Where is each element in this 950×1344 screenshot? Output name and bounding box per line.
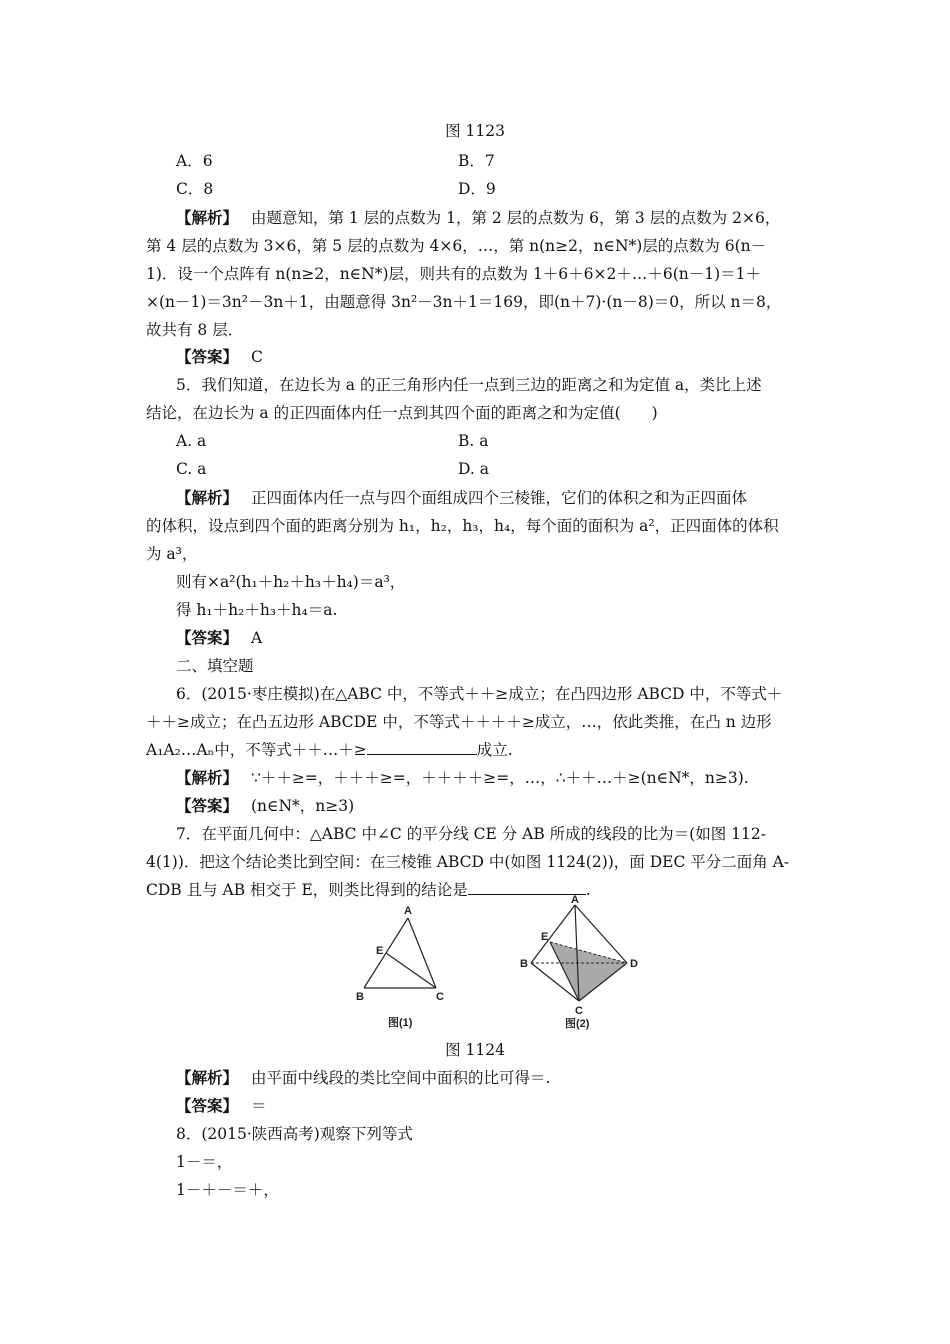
- q4-option-c: C．8: [176, 180, 214, 198]
- analysis-text: ∵＋＋≥=，＋＋＋≥=，＋＋＋＋≥=，…，∴＋＋…＋≥(n∈N*，n≥3).: [250, 769, 749, 787]
- answer-value: (n∈N*，n≥3): [250, 797, 355, 815]
- q4-option-d: D．9: [458, 180, 496, 198]
- q5-option-d: D. a: [458, 460, 489, 478]
- q7-answer: [176, 1095, 841, 1117]
- analysis-text: 正四面体内任一点与四个面组成四个三棱锥，它们的体积之和为正四面体: [250, 489, 747, 507]
- figure-caption-1124: 图 1124: [445, 1041, 505, 1059]
- q6-stem-line-1: 6．(2015·枣庄模拟)在△ABC 中，不等式＋＋≥成立；在凸四边形 ABCD 中，不等式＋: [176, 685, 783, 703]
- figure-1-caption: 图(1): [388, 1017, 413, 1029]
- q5-answer: [176, 627, 841, 649]
- answer-tag: 【答案】: [176, 1096, 239, 1115]
- q6-stem-tail: 成立.: [476, 741, 513, 759]
- q4-answer: [176, 346, 841, 368]
- answer-value: A: [250, 629, 263, 647]
- label-c: C: [436, 991, 444, 1003]
- figure-2-caption: 图(2): [565, 1018, 590, 1030]
- q7-analysis: [176, 1067, 841, 1089]
- q5-stem-line-2: 结论，在边长为 a 的正四面体内任一点到其四个面的距离之和为定值( ): [146, 404, 658, 422]
- q5-stem-line-1: 5．我们知道，在边长为 a 的正三角形内任一点到三边的距离之和为定值 a，类比上述: [176, 376, 762, 394]
- q4-analysis-line-5: 故共有 8 层．: [146, 321, 244, 339]
- figure-triangle-abc: [350, 900, 460, 1035]
- q4-analysis-line-1: [176, 207, 841, 229]
- q4-analysis-line-2: 第 4 层的点数为 3×6，第 5 层的点数为 4×6，…，第 n(n≥2，n∈N*)层的点数为 6(n－: [146, 237, 767, 255]
- q6-analysis: [176, 767, 841, 789]
- label-b: B: [356, 991, 364, 1003]
- section-heading-fill-in: 二、填空题: [176, 657, 254, 675]
- q6-stem-line-3: [146, 739, 811, 761]
- q4-option-b: B．7: [458, 152, 495, 170]
- q7-stem-line-2: 4(1))．把这个结论类比到空间：在三棱锥 ABCD 中(如图 1124(2))，面 DEC 平分二面角 A-: [146, 853, 790, 871]
- q5-option-c: C. a: [176, 460, 207, 478]
- answer-tag: 【答案】: [176, 796, 239, 815]
- q5-option-a: A. a: [176, 432, 207, 450]
- label-a: A: [571, 894, 579, 906]
- label-a: A: [404, 905, 412, 917]
- q7-stem-line-3: [146, 879, 811, 901]
- analysis-text: 由题意知，第 1 层的点数为 1，第 2 层的点数为 6，第 3 层的点数为 2×6，: [250, 209, 781, 227]
- label-c: C: [575, 1005, 583, 1017]
- label-b: B: [520, 958, 528, 970]
- answer-value: ＝: [250, 1097, 267, 1115]
- q6-stem-text: A₁A₂…Aₙ中，不等式＋＋…＋≥: [146, 741, 367, 759]
- label-e: E: [541, 931, 549, 943]
- answer-tag: 【答案】: [176, 628, 239, 647]
- q4-analysis-line-3: 1)．设一个点阵有 n(n≥2，n∈N*)层，则共有的点数为 1＋6＋6×2＋…＋6(n－1)＝1＋: [146, 265, 762, 283]
- q8-stem-line-1: 8．(2015·陕西高考)观察下列等式: [176, 1125, 413, 1143]
- q5-analysis-line-1: [176, 487, 841, 509]
- label-d: D: [630, 958, 638, 970]
- q4-option-a: A．6: [176, 152, 213, 170]
- answer-blank: [367, 740, 477, 755]
- q7-stem-line-1: 7．在平面几何中：△ABC 中∠C 的平分线 CE 分 AB 所成的线段的比为＝(如图 112-: [176, 825, 766, 843]
- figure-caption-1123: 图 1123: [445, 122, 505, 140]
- q7-stem-text: CDB 且与 AB 相交于 E，则类比得到的结论是: [146, 881, 468, 899]
- analysis-text: 由平面中线段的类比空间中面积的比可得＝.: [250, 1069, 551, 1087]
- analysis-tag: 【解析】: [176, 208, 239, 227]
- answer-tag: 【答案】: [176, 347, 239, 366]
- analysis-tag: 【解析】: [176, 1068, 239, 1087]
- q8-equation-1: 1－＝，: [176, 1153, 233, 1171]
- analysis-tag: 【解析】: [176, 488, 239, 507]
- q5-option-b: B. a: [458, 432, 489, 450]
- q5-analysis-line-5: 得 h₁＋h₂＋h₃＋h₄＝a.: [176, 601, 338, 619]
- q5-analysis-line-2: 的体积，设点到四个面的距离分别为 h₁，h₂，h₃，h₄，每个面的面积为 a²，正四面体的体积: [146, 517, 779, 535]
- figure-tetrahedron-abcd: [505, 893, 645, 1035]
- answer-value: C: [250, 348, 263, 366]
- q6-stem-line-2: ＋＋≥成立；在凸五边形 ABCDE 中，不等式＋＋＋＋≥成立，…，依此类推，在凸 n 边形: [146, 713, 772, 731]
- q4-analysis-line-4: ×(n－1)＝3n²－3n＋1，由题意得 3n²－3n＋1＝169，即(n＋7)·(n－8)＝0，所以 n＝8，: [146, 293, 782, 311]
- q5-analysis-line-3: 为 a³，: [146, 545, 198, 563]
- q7-stem-tail: .: [585, 881, 591, 899]
- q5-analysis-line-4: 则有×a²(h₁＋h₂＋h₃＋h₄)＝a³，: [176, 573, 406, 591]
- analysis-tag: 【解析】: [176, 768, 239, 787]
- q8-equation-2: 1－＋－＝＋，: [176, 1181, 279, 1199]
- label-e: E: [376, 945, 384, 957]
- q6-answer: [176, 795, 841, 817]
